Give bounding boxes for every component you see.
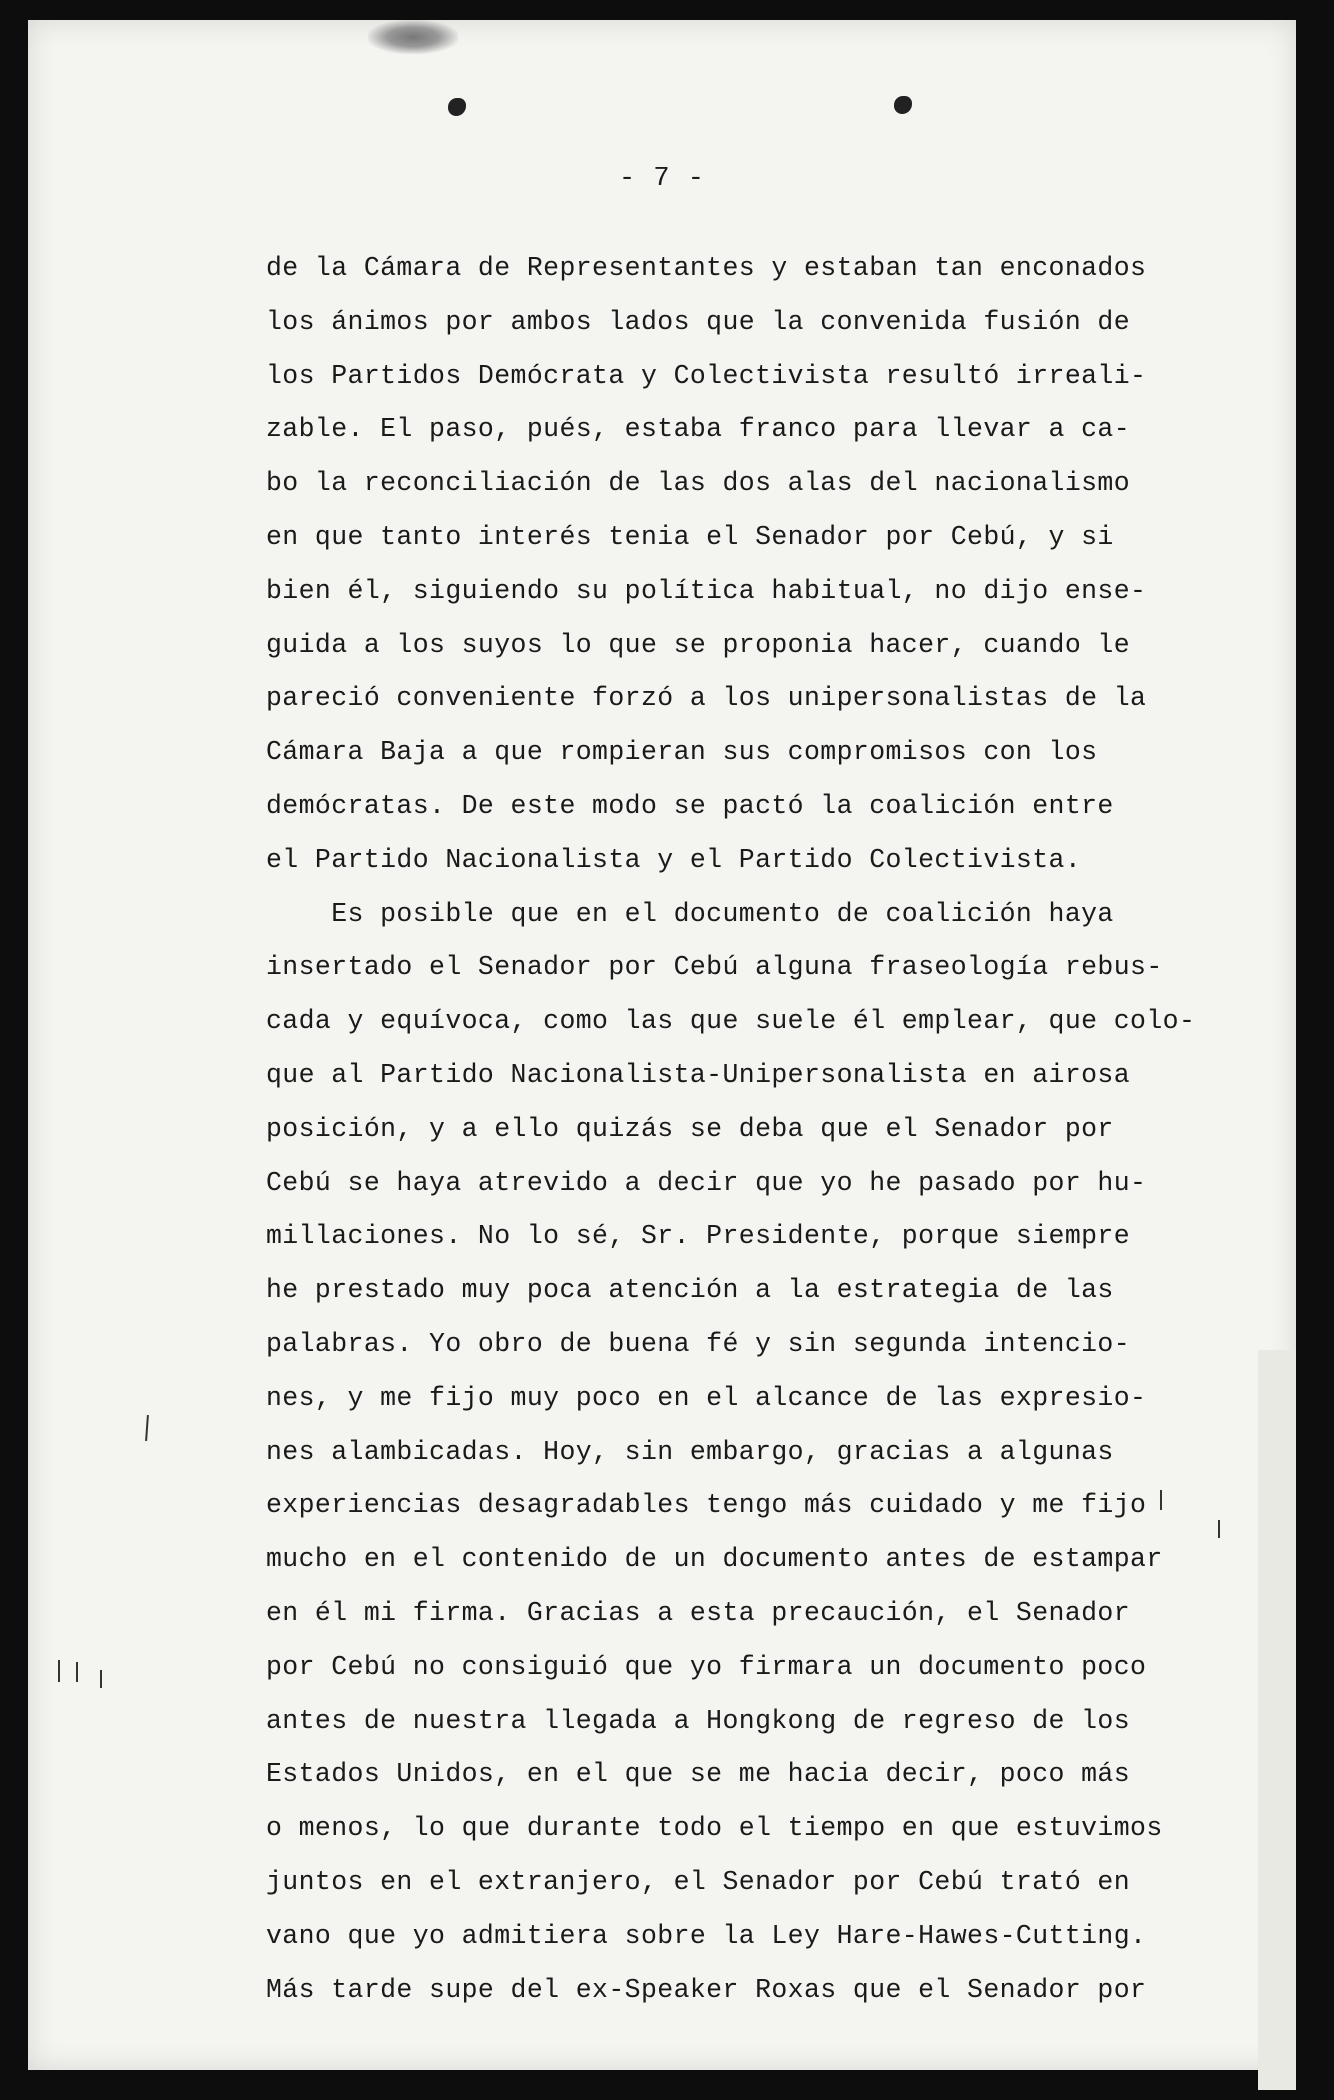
- text-line: que al Partido Nacionalista-Unipersonalista en airosa: [266, 1059, 1131, 1090]
- text-line: en que tanto interés tenia el Senador por Cebú, y si: [266, 521, 1114, 552]
- text-line: nes, y me fijo muy poco en el alcance de las expresio-: [266, 1382, 1147, 1413]
- text-line: guida a los suyos lo que se proponia hacer, cuando le: [266, 629, 1131, 660]
- paper-sheet: [28, 20, 1296, 2070]
- text-line: millaciones. No lo sé, Sr. Presidente, porque siempre: [266, 1221, 1131, 1252]
- text-line: en él mi firma. Gracias a esta precaución, el Senador: [266, 1597, 1131, 1628]
- text-line: Cámara Baja a que rompieran sus compromisos con los: [266, 737, 1098, 768]
- body-text: [266, 242, 1196, 2017]
- text-line: insertado el Senador por Cebú alguna fraseología rebus-: [266, 952, 1163, 983]
- text-line: demócratas. De este modo se pactó la coalición entre: [266, 790, 1114, 821]
- text-line: pareció conveniente forzó a los unipersonalistas de la: [266, 683, 1147, 714]
- text-line: Estados Unidos, en el que se me hacia decir, poco más: [266, 1759, 1131, 1790]
- margin-mark: [76, 1662, 78, 1682]
- text-line: Cebú se haya atrevido a decir que yo he pasado por hu-: [266, 1167, 1147, 1198]
- text-line: juntos en el extranjero, el Senador por Cebú trató en: [266, 1866, 1131, 1897]
- margin-mark: [1218, 1520, 1220, 1538]
- margin-mark: [100, 1670, 102, 1688]
- punch-hole-right: [894, 96, 912, 114]
- text-line: palabras. Yo obro de buena fé y sin segunda intencio-: [266, 1328, 1131, 1359]
- text-line: los ánimos por ambos lados que la convenida fusión de: [266, 306, 1131, 337]
- text-line: o menos, lo que durante todo el tiempo en que estuvimos: [266, 1813, 1163, 1844]
- text-line: nes alambicadas. Hoy, sin embargo, gracias a algunas: [266, 1436, 1114, 1467]
- text-line: Más tarde supe del ex-Speaker Roxas que el Senador por: [266, 1974, 1147, 2005]
- margin-mark: [145, 1415, 149, 1441]
- text-line: vano que yo admitiera sobre la Ley Hare-Hawes-Cutting.: [266, 1920, 1147, 1951]
- text-line: he prestado muy poca atención a la estrategia de las: [266, 1275, 1114, 1306]
- text-line: mucho en el contenido de un documento antes de estampar: [266, 1544, 1163, 1575]
- page-number: - 7 -: [618, 164, 705, 194]
- margin-mark: [1160, 1490, 1162, 1510]
- text-line: bo la reconciliación de las dos alas del nacionalismo: [266, 468, 1131, 499]
- paper-edge: [1258, 1350, 1296, 2090]
- tear-smudge: [368, 20, 458, 54]
- text-line: los Partidos Demócrata y Colectivista resultó irreali-: [266, 360, 1147, 391]
- text-line: zable. El paso, pués, estaba franco para llevar a ca-: [266, 414, 1131, 445]
- text-line: experiencias desagradables tengo más cuidado y me fijo: [266, 1490, 1147, 1521]
- text-line: antes de nuestra llegada a Hongkong de regreso de los: [266, 1705, 1131, 1736]
- text-line: Es posible que en el documento de coalición haya: [266, 898, 1114, 929]
- text-line: el Partido Nacionalista y el Partido Colectivista.: [266, 844, 1082, 875]
- margin-mark: [58, 1660, 60, 1682]
- punch-hole-left: [448, 98, 466, 116]
- text-line: de la Cámara de Representantes y estaban tan enconados: [266, 253, 1147, 283]
- text-line: por Cebú no consiguió que yo firmara un documento poco: [266, 1651, 1147, 1682]
- text-line: posición, y a ello quizás se deba que el Senador por: [266, 1113, 1114, 1144]
- text-line: bien él, siguiendo su política habitual, no dijo ense-: [266, 575, 1147, 606]
- text-line: cada y equívoca, como las que suele él emplear, que colo-: [266, 1006, 1196, 1037]
